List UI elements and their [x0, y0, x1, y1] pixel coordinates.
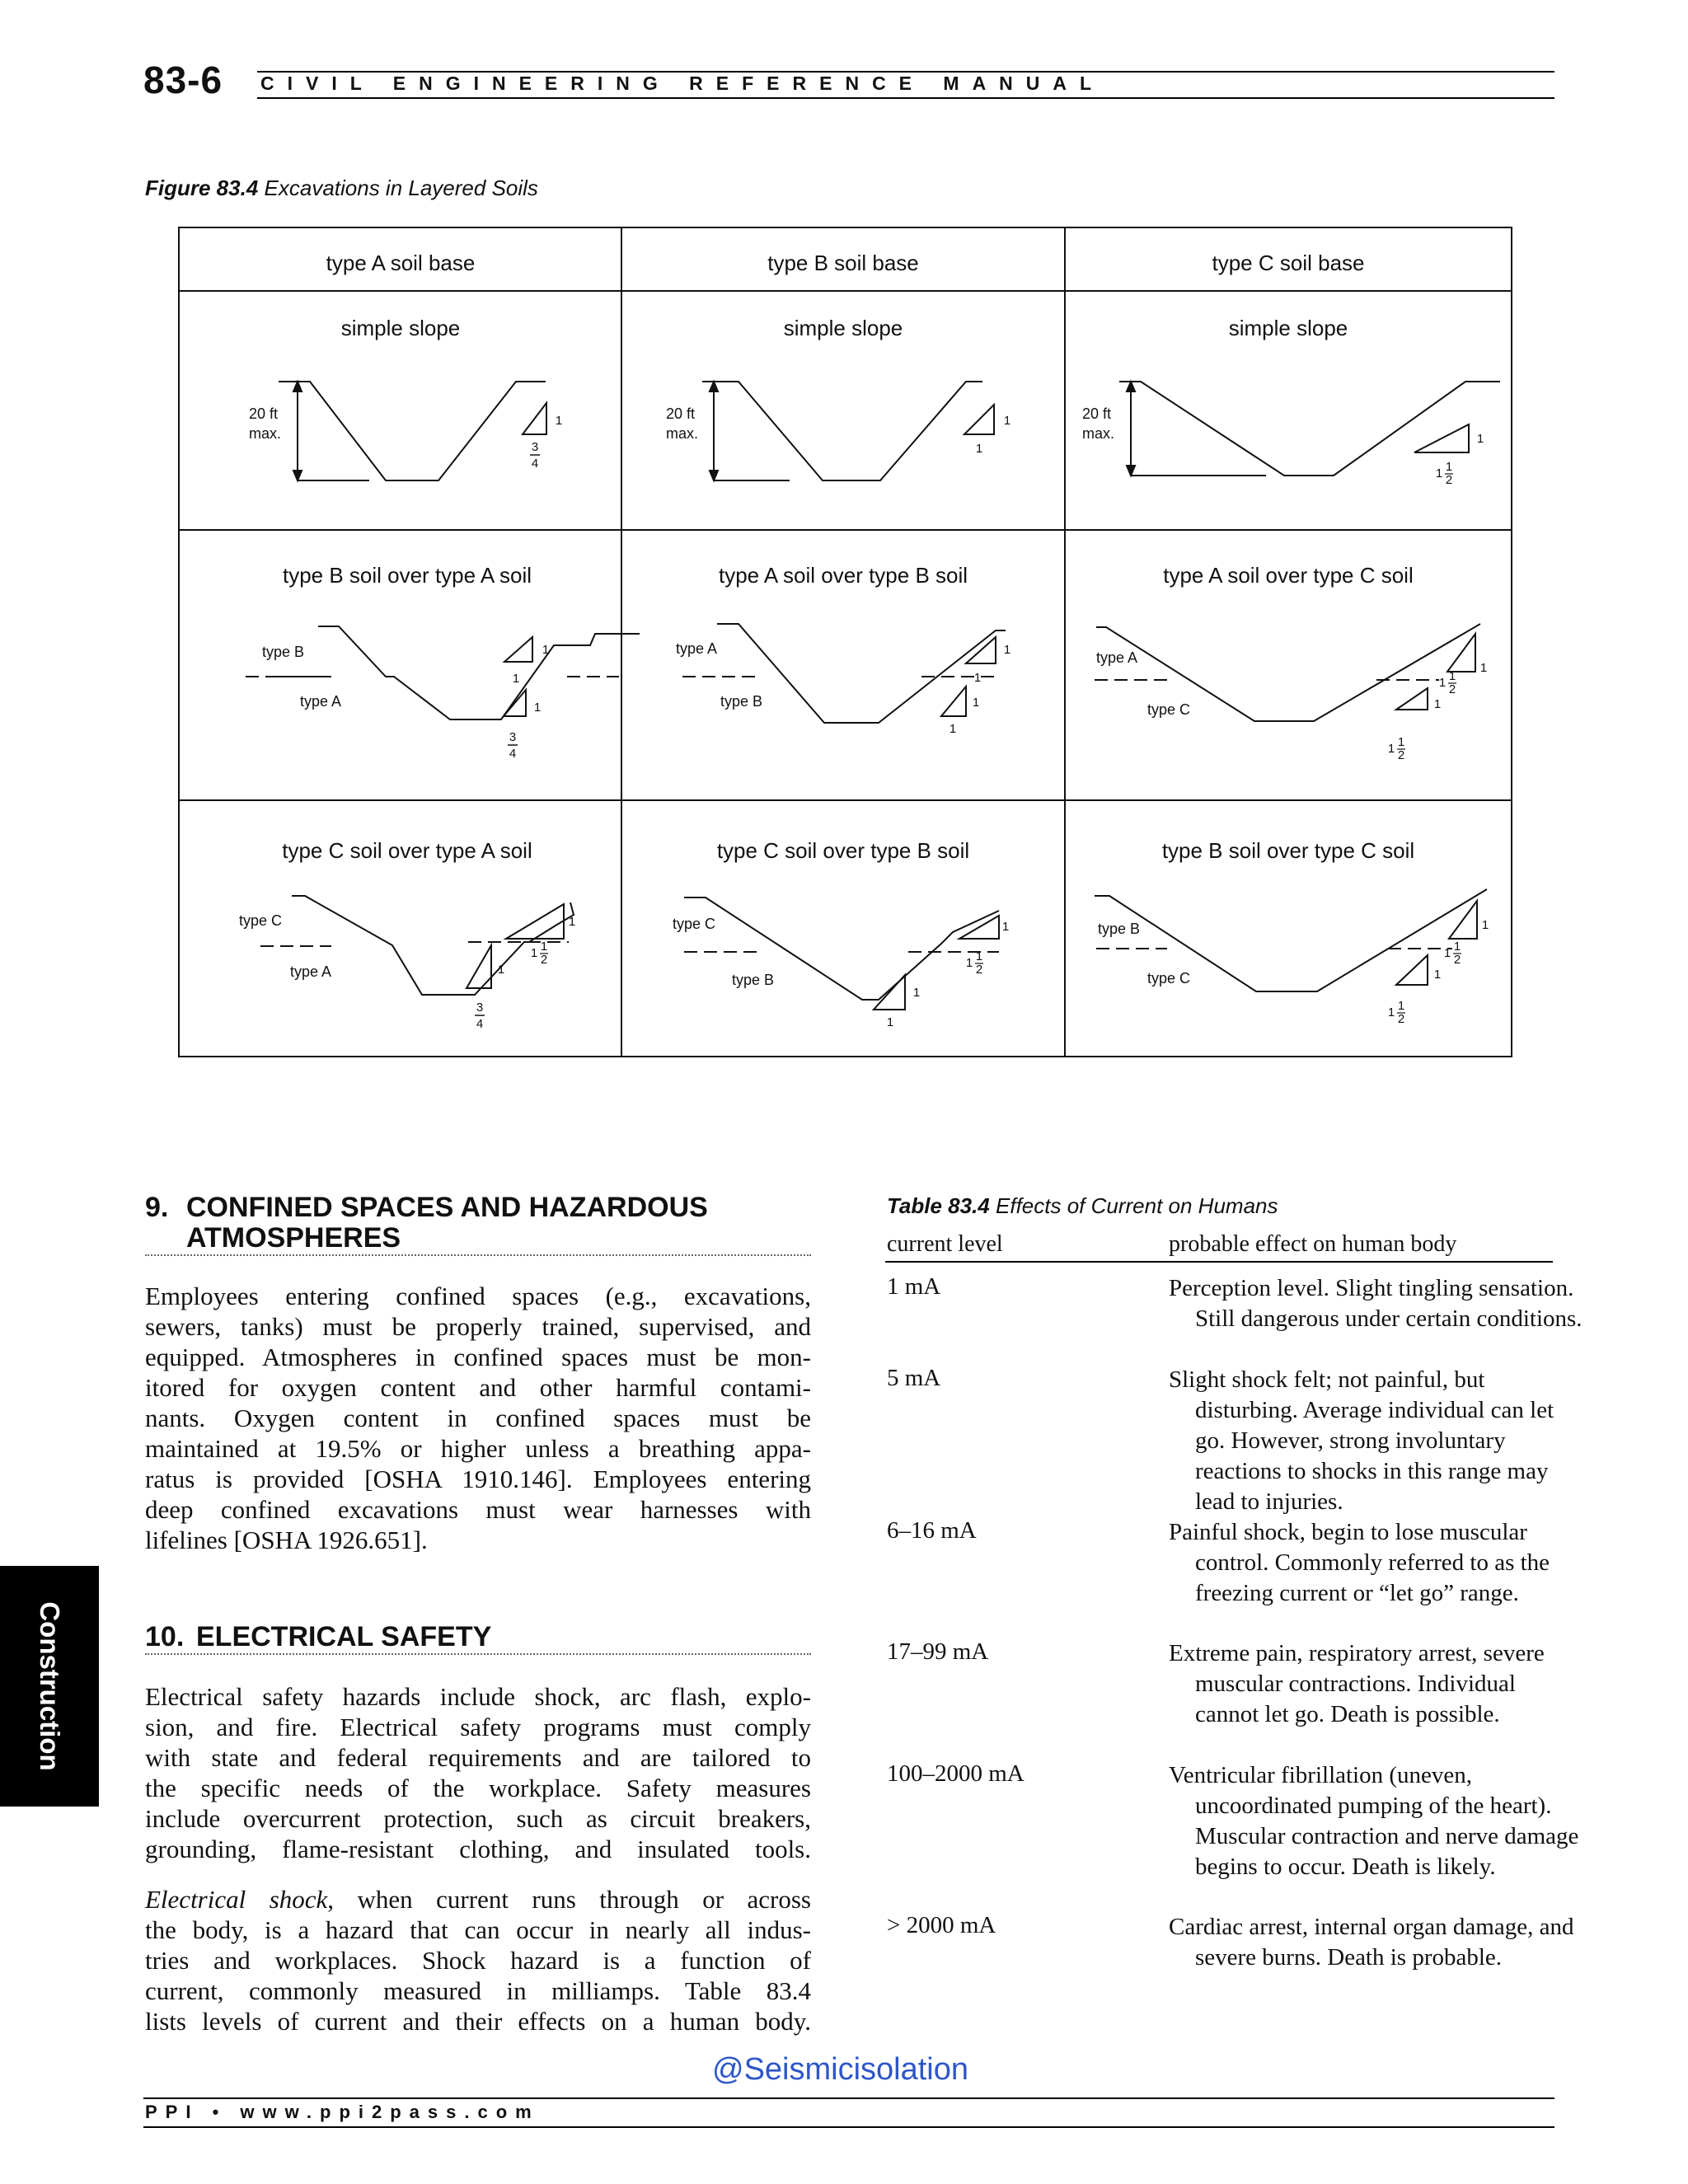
table-row-effect: Ventricular fibrillation (uneven, uncoordinated pumping of the heart). Muscular contraction and nerve damage begins to occur. Death is likely. — [1169, 1762, 1579, 1880]
cell-title-c-over-a: type C soil over type A soil — [282, 838, 532, 863]
layer-label-type-b: type B — [732, 972, 775, 988]
svg-text:1: 1 — [975, 949, 983, 963]
table-row-level: > 2000 mA — [887, 1912, 996, 1938]
header-rule — [257, 97, 1554, 99]
svg-text:1: 1 — [1387, 742, 1395, 756]
svg-text:3: 3 — [509, 730, 517, 744]
section-rule — [145, 1254, 811, 1256]
ratio-label: 1 — [1481, 918, 1489, 932]
ratio-label: 1 — [1001, 920, 1010, 934]
ratio-one-and-half — [1444, 940, 1461, 967]
table-row-effect: Perception level. Slight tingling sensation. Still dangerous under certain conditions. — [1169, 1275, 1582, 1332]
layer-label-type-c: type C — [673, 916, 716, 932]
ratio-label: 1 — [555, 414, 563, 428]
svg-text:4: 4 — [509, 747, 517, 761]
footer-rule — [143, 2097, 1554, 2099]
cell-title-a-over-b: type A soil over type B soil — [718, 563, 968, 588]
svg-text:2: 2 — [1448, 682, 1456, 696]
ratio-label: 1 — [1003, 643, 1011, 657]
svg-text:2: 2 — [1397, 1012, 1405, 1026]
table-title: Effects of Current on Humans — [996, 1193, 1278, 1218]
ratio-label: 1 — [912, 986, 921, 1000]
layer-label-type-b: type B — [720, 693, 763, 710]
column-header-type-c: type C soil base — [1212, 251, 1365, 275]
layer-label-type-b: type B — [1098, 921, 1141, 937]
table-row-level: 6–16 mA — [887, 1517, 977, 1544]
ratio-label: 1 — [1433, 697, 1442, 711]
svg-text:1: 1 — [1443, 946, 1451, 960]
cell-title-b-over-a: type B soil over type A soil — [282, 563, 532, 588]
height-label: max. — [666, 425, 699, 442]
ratio-one-and-half — [1388, 999, 1405, 1026]
svg-text:1: 1 — [1445, 460, 1453, 474]
ratio-fraction — [508, 730, 518, 761]
ratio-label: 1 — [973, 671, 982, 685]
svg-text:1: 1 — [1397, 999, 1405, 1013]
layer-label-type-a: type A — [1096, 649, 1138, 666]
height-label: max. — [249, 425, 282, 442]
ratio-one-and-half — [1439, 669, 1456, 696]
simple-slope-b-diagram — [702, 382, 994, 480]
cell-title-simple-slope-a: simple slope — [340, 316, 461, 340]
section-9-body: Employees entering confined spaces (e.g., excavations, sewers, tanks) must be properly trained, supervised, and equipped. Atmospheres in confined spaces must be mon- itored for oxygen content and other harmful contami- nants. Oxygen content in confined spaces must be maintained at 19.5% or higher unless a breathing appa- ratus is provided [OSHA 1910.146]. Employees entering deep confined excavations must wear harnesses with lifelines [OSHA 1926.651]. — [145, 1282, 811, 1554]
table-row-effect: Extreme pain, respiratory arrest, severe muscular contractions. Individual cannot let go. Death is possible. — [1169, 1640, 1545, 1727]
table-row-level: 17–99 mA — [887, 1638, 989, 1665]
layer-label-type-c: type C — [1147, 701, 1191, 718]
simple-slope-a-diagram — [279, 382, 546, 480]
svg-text:1: 1 — [540, 940, 548, 954]
height-label: 20 ft — [666, 405, 696, 422]
svg-text:1: 1 — [1397, 735, 1405, 749]
ratio-fraction — [475, 1001, 485, 1031]
svg-text:1: 1 — [1435, 466, 1443, 480]
table-header-effect: probable effect on human body — [1169, 1231, 1457, 1257]
table-rule — [885, 1261, 1553, 1263]
ratio-one-and-half — [1388, 735, 1405, 762]
layer-label-type-c: type C — [1147, 970, 1191, 987]
ratio-fraction — [530, 440, 540, 471]
footer-publisher: PPI • www.ppi2pass.com — [145, 2102, 540, 2122]
ratio-label: 1 — [1003, 414, 1011, 428]
ratio-label: 1 — [512, 672, 520, 686]
table-row-effect: Slight shock felt; not painful, but disturbing. Average individual can let go. However, strong involuntary reactions to shocks in this range may lead to injuries. — [1169, 1366, 1554, 1515]
ratio-label: 1 — [1476, 432, 1484, 446]
c-over-b-diagram — [684, 898, 999, 1010]
ratio-label: 1 — [497, 963, 505, 977]
layer-label-type-a: type A — [300, 693, 342, 710]
page-number: 83-6 — [143, 59, 223, 101]
table-row-level: 1 mA — [887, 1273, 941, 1300]
ratio-label: 1 — [972, 696, 980, 710]
ratio-one-and-half — [531, 940, 548, 967]
table-row-effect: Cardiac arrest, internal organ damage, and severe burns. Death is probable. — [1169, 1914, 1574, 1971]
section-10-heading: ELECTRICAL SAFETY — [196, 1621, 492, 1652]
ratio-label: 1 — [975, 442, 983, 456]
figure-frame — [179, 227, 1512, 1057]
svg-text:1: 1 — [1438, 676, 1447, 690]
height-label: max. — [1082, 425, 1115, 442]
svg-text:2: 2 — [975, 963, 983, 977]
svg-text:2: 2 — [1453, 953, 1461, 967]
height-label: 20 ft — [249, 405, 279, 422]
table-row-effect: Painful shock, begin to lose muscular control. Commonly referred to as the freezing current or “let go” range. — [1169, 1519, 1550, 1606]
layer-label-type-c: type C — [239, 912, 283, 929]
svg-text:4: 4 — [476, 1017, 484, 1031]
svg-text:3: 3 — [476, 1001, 484, 1015]
layer-label-type-a: type A — [290, 963, 332, 980]
ratio-label: 1 — [568, 915, 576, 929]
cell-title-c-over-b: type C soil over type B soil — [716, 838, 970, 863]
ratio-label: 1 — [533, 701, 542, 715]
table-label: Table 83.4 — [887, 1193, 990, 1218]
figure-label: Figure 83.4 — [145, 176, 259, 200]
figure-title: Excavations in Layered Soils — [264, 176, 538, 200]
figure-caption — [145, 176, 538, 201]
cell-title-a-over-c: type A soil over type C soil — [1163, 563, 1414, 588]
svg-text:1: 1 — [1387, 1005, 1395, 1019]
svg-text:1: 1 — [1453, 940, 1461, 954]
column-header-type-b: type B soil base — [767, 251, 919, 275]
soil-excavation-figure — [178, 227, 1513, 1059]
simple-slope-c-diagram — [1119, 382, 1500, 476]
cell-title-b-over-c: type B soil over type C soil — [1161, 838, 1415, 863]
ratio-label: 1 — [949, 722, 957, 736]
svg-text:2: 2 — [540, 953, 548, 967]
cell-title-simple-slope-c: simple slope — [1228, 316, 1348, 340]
table-caption — [887, 1193, 1278, 1219]
ratio-label: 1 — [886, 1015, 894, 1029]
table-row-level: 5 mA — [887, 1365, 941, 1391]
ratio-label: 1 — [542, 643, 550, 657]
svg-text:1: 1 — [530, 946, 538, 960]
section-rule — [145, 1653, 811, 1655]
cell-title-simple-slope-b: simple slope — [783, 316, 903, 340]
term-electrical-shock: Electrical shock — [145, 1885, 328, 1914]
watermark: @Seismicisolation — [712, 2052, 969, 2087]
ratio-label: 1 — [1479, 661, 1488, 675]
ratio-one-and-half — [1436, 460, 1453, 487]
layer-label-type-b: type B — [262, 644, 305, 660]
section-10-number: 10. — [145, 1621, 185, 1652]
svg-text:3: 3 — [531, 440, 539, 454]
section-10-para-1: Electrical safety hazards include shock, arc flash, explo- sion, and fire. Electrical safety programs must comply with state and federal requirements and are tailored to the specific needs of the workplace. Safety measures include overcurrent protection, such as circuit breakers, grounding, flame-resistant clothing, and insulated tools. — [145, 1682, 811, 1863]
ratio-label: 1 — [1433, 968, 1442, 982]
column-header-type-a: type A soil base — [326, 251, 476, 275]
section-10-para-2: Electrical shock, when current runs through or across the body, is a hazard that can occur in nearly all indus- tries and workplaces. Shock hazard is a function of current, commonly measured in milliamps. Table 83.4 lists levels of current and their effects on a human body. — [145, 1885, 811, 2036]
svg-text:2: 2 — [1397, 748, 1405, 762]
svg-text:1: 1 — [965, 956, 973, 970]
side-tab-label: Construction — [35, 1601, 65, 1771]
table-row-level: 100–2000 mA — [887, 1760, 1025, 1787]
layer-label-type-a: type A — [676, 640, 718, 657]
section-9-number: 9. — [145, 1192, 169, 1223]
section-9-heading: CONFINED SPACES AND HAZARDOUS ATMOSPHERES — [186, 1192, 708, 1254]
section-tab-construction — [0, 1566, 99, 1807]
table-header-current-level: current level — [887, 1231, 1003, 1257]
svg-text:2: 2 — [1445, 473, 1453, 487]
svg-text:4: 4 — [531, 457, 539, 471]
ratio-one-and-half — [966, 949, 983, 977]
footer-rule — [143, 2126, 1554, 2128]
c-over-a-diagram — [260, 896, 574, 995]
running-title: CIVIL ENGINEERING REFERENCE MANUAL — [260, 73, 1105, 94]
height-label: 20 ft — [1082, 405, 1112, 422]
svg-text:1: 1 — [1448, 669, 1456, 683]
